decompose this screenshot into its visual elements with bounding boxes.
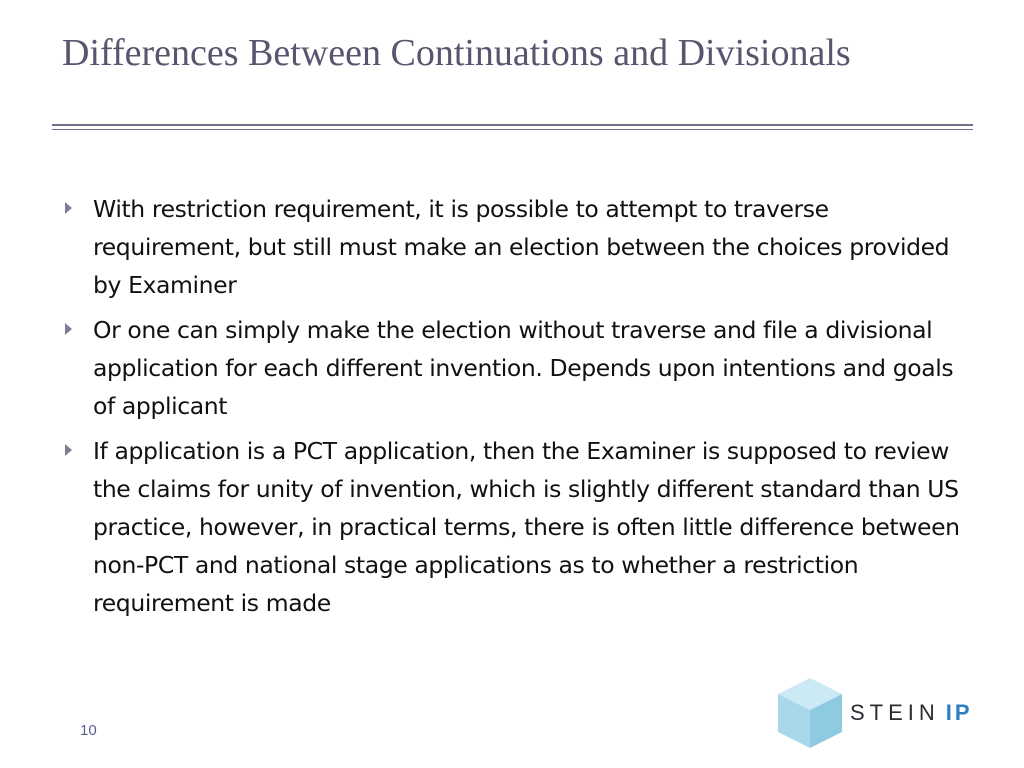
- bullet-text: If application is a PCT application, then the Examiner is supposed to review the claims for unity of invention, which is slightly different standard than US practice, however, in practical terms, there is often little difference between non-PCT and national stage applications as to whether a restriction requirement is made: [93, 437, 960, 617]
- title-divider-bottom: [52, 129, 973, 130]
- logo-wordmark: [850, 700, 973, 726]
- bullet-text: With restriction requirement, it is possible to attempt to traverse requirement, but still must make an election between the choices provided by Examiner: [93, 195, 950, 299]
- slide-title: Differences Between Continuations and Divisionals: [62, 32, 851, 74]
- logo-accent: IP: [945, 700, 973, 725]
- page-number: 10: [80, 722, 97, 739]
- triangle-bullet-icon: [65, 323, 72, 335]
- triangle-bullet-icon: [65, 444, 72, 456]
- title-divider-top: [52, 124, 973, 126]
- bullet-item: [62, 190, 962, 304]
- bullet-item: [62, 432, 962, 622]
- triangle-bullet-icon: [65, 202, 72, 214]
- cube-icon: [778, 678, 842, 748]
- bullet-item: [62, 311, 962, 425]
- bullet-list: [62, 190, 962, 629]
- logo-name: STEIN: [850, 700, 940, 725]
- bullet-text: Or one can simply make the election without traverse and file a divisional application for each different invention. Depends upon intentions and goals of applicant: [93, 316, 954, 420]
